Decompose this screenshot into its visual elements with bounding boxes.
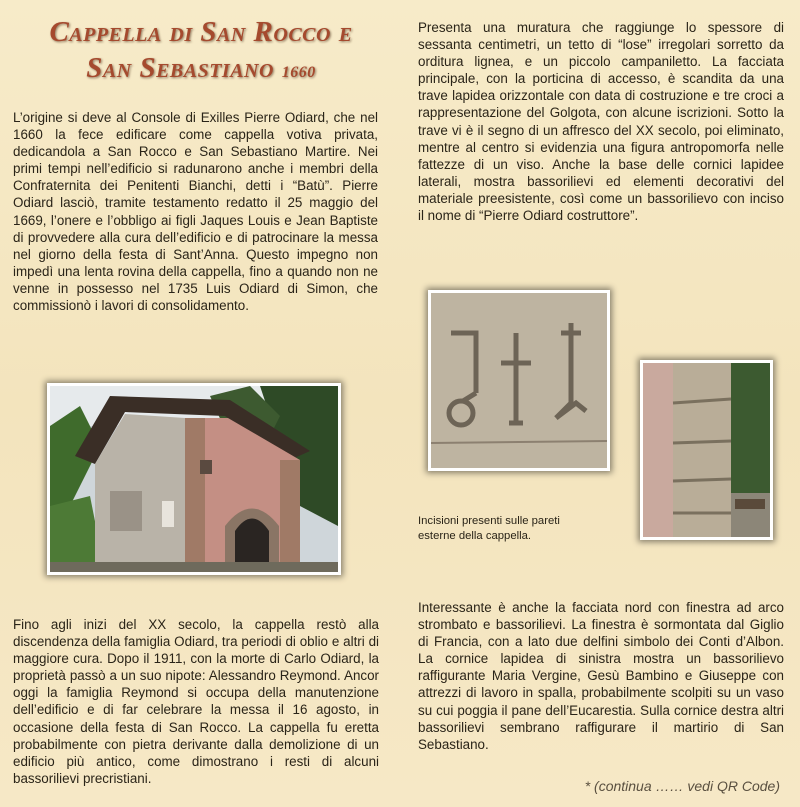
chapel-photo xyxy=(47,383,341,575)
incision-image-2 xyxy=(643,363,770,537)
intro-paragraph: L’origine si deve al Console di Exilles Pierre Odiard, che nel 1660 la fece edificare come cappella votiva privata, dedicandola a San Rocco e San Sebastiano Martire. Nei primi tempi nell’edificio si radunarono anche i membri della Confraternita dei Penitenti Bianchi, detti i “Batù”. Pierre Odiard lasciò, tramite testamento redatto il 25 maggio del 1669, l’onere e l’obbligo ai figli Jaques Louis e Jean Baptiste di provvedere alla cura dell’edificio e di patrocinare la messa nel giorno della festa di Sant’Anna. Questo impegno non impedì una lenta rovina della cappella, fino a quando non ne venne in possesso nel 1735 Luis Odiard di Simon, che commissionò i lavori di consolidamento. xyxy=(13,110,378,314)
incision-photo-2 xyxy=(640,360,773,540)
masonry-paragraph: Presenta una muratura che raggiunge lo spessore di sessanta centimetri, un tetto di “lose” irregolari sorretto da orditura lignea, e un piccolo campaniletto. La facciata principale, con la porticina di accesso, è scandita da una trave lapidea orizzontale con data di costruzione e tre croci a rappresentazione del Golgota, con alcune iscrizioni. Sotto la trave vi è il segno di un affresco del XX secolo, poi eliminato, mentre al centro si evidenzia una figura antropomorfa nelle fattezze di un viso. Anche la base delle cornici lapidee laterali, mostra bassorilievi ed elementi decorativi del materiale preesistente, così come un bassorilievo con inciso il nome di “Pierre Odiard costruttore”. xyxy=(418,20,784,224)
page-title xyxy=(10,14,392,91)
title-line-1: Cappella di San Rocco e xyxy=(49,16,353,48)
photo-caption: Incisioni presenti sulle pareti esterne della cappella. xyxy=(418,515,560,542)
title-line-2: San Sebastiano xyxy=(86,52,274,84)
history-paragraph: Fino agli inizi del XX secolo, la cappella restò alla discendenza della famiglia Odiard, tra periodi di oblio e altri di maggiore cura. Dopo il 1911, con la morte di Carlo Odiard, la proprietà passò a un suo nipote: Alessandro Reymond. Ancor oggi la famiglia Reymond si occupa della manutenzione dell’edificio e di far celebrare la messa il 16 agosto, in occasione della festa di San Rocco. La cappella fu eretta probabilmente con pietra derivante dalla demolizione di un edificio più antico, come dimostrano i resti di alcuni bassorilievi precristiani. xyxy=(13,617,379,786)
continue-note: * (continua …… vedi QR Code) xyxy=(584,778,780,794)
incision-image-1 xyxy=(431,293,607,468)
incision-photo-1 xyxy=(428,290,610,471)
chapel-image xyxy=(50,386,338,572)
title-year: 1660 xyxy=(281,64,316,81)
north-facade-paragraph: Interessante è anche la facciata nord con finestra ad arco strombato e bassorilievi. La finestra è sormontata dal Giglio di Francia, con a lato due delfini simbolo dei Conti d’Albon. La cornice lapidea di sinistra mostra un bassorilievo raffigurante Maria Vergine, Gesù Bambino e Giuseppe con attrezzi di lavoro in spalla, probabilmente scolpiti su un vaso su cui poggia il pane dell’Eucarestia. Sulla cornice destra altri bassorilievi sembrano raffigurare il martirio di San Sebastiano. xyxy=(418,600,784,752)
